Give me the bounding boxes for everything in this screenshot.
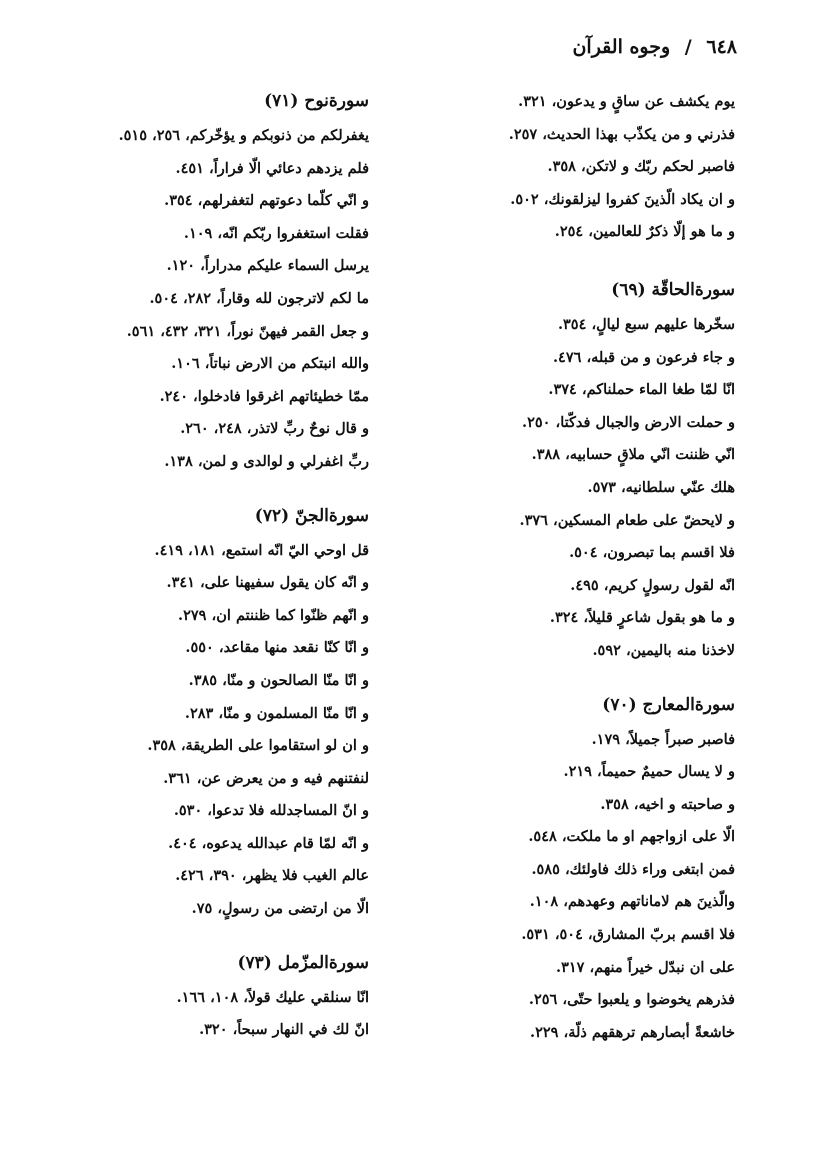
section-al-haqqa	[390, 275, 735, 668]
verse-line: عالم الغيب فلا يظهر، ٣٩٠، ٤٢٦.	[175, 867, 369, 885]
column-left	[24, 86, 369, 1069]
verse-line: والّذينَ هم لاماناتهم وعهدهم، ١٠٨.	[529, 893, 735, 911]
verse-line: و انّهم ظنّوا كما ظننتم ان، ٢٧٩.	[178, 606, 369, 624]
verse-line: فلا اقسم بما تبصرون، ٥٠٤.	[569, 544, 735, 562]
verse-line: و حملت الارض والجبال فدكّتا، ٢٥٠.	[522, 413, 735, 431]
verse-line: والله انبتكم من الارض نباتاً، ١٠٦.	[171, 355, 369, 373]
verse-line: و انّ المساجدلله فلا تدعوا، ٥٣٠.	[173, 802, 369, 820]
page-number: ٦٤٨	[706, 36, 737, 58]
section-title: سورةالمزّمل (٧٣)	[237, 952, 369, 973]
verse-line: لاخذنا منه باليمين، ٥٩٢.	[592, 641, 735, 659]
verse-line: فمن ابتغى وراء ذلك فاولئك، ٥٨٥.	[531, 860, 735, 878]
verse-line: انّ لك في النهار سبحاً، ٣٢٠.	[199, 1021, 369, 1039]
section-title: سورةالحاقّة (٦٩)	[611, 279, 735, 300]
section-title: سورةالمعارج (٧٠)	[602, 694, 735, 715]
verse-line: و جعل القمر فيهنّ نوراً، ٣٢١، ٤٣٢، ٥٦١.	[126, 322, 369, 340]
verse-line: خاشعةً أبصارهم ترهقهم ذلّة، ٢٢٩.	[530, 1023, 735, 1041]
verse-line: فاصبر صبراً جميلاً، ١٧٩.	[591, 730, 735, 748]
verse-line: فقلت استغفروا ربّكم انّه، ١٠٩.	[183, 224, 369, 242]
verse-line: سخّرها عليهم سبع ليالٍ، ٣٥٤.	[557, 315, 735, 333]
verse-line: ممّا خطيئاتهم اغرقوا فادخلوا، ٢٤٠.	[159, 387, 369, 405]
book-title: وجوه القرآن	[572, 36, 671, 58]
verse-line: انّا سنلقي عليك قولاً، ١٠٨، ١٦٦.	[176, 988, 369, 1006]
verse-line: يغفرلكم من ذنوبكم و يؤخّركم، ٢٥٦، ٥١٥.	[118, 127, 369, 144]
verse-line: و انّا منّا الصالحون و منّا، ٣٨٥.	[188, 671, 369, 689]
verse-line: قل اوحي اليّ انّه استمع، ١٨١، ٤١٩.	[154, 541, 369, 559]
section-untitled	[390, 86, 735, 249]
verse-line: انّه لقول رسولٍ كريم، ٤٩٥.	[570, 576, 735, 594]
verse-line: فذرني و من يكذّب بهذا الحديث، ٢٥٧.	[508, 125, 735, 143]
verse-line: و صاحبته و اخيه، ٣٥٨.	[600, 795, 735, 813]
column-right	[390, 86, 735, 1071]
section-title: سورةنوح (٧١)	[264, 91, 369, 111]
section-title: سورةالجنّ (٧٢)	[254, 505, 369, 526]
section-al-jinn	[24, 501, 369, 926]
section-nuh	[24, 86, 369, 479]
verse-line: فذرهم يخوضوا و يلعبوا حتّى، ٢٥٦.	[528, 991, 735, 1009]
section-al-maarij	[390, 690, 735, 1050]
verse-line: و انّه لمّا قام عبدالله يدعوه، ٤٠٤.	[168, 834, 369, 852]
verse-line: يوم يكشف عن ساقٍ و يدعون، ٣٢١.	[518, 93, 735, 110]
verse-line: الّا على ازواجهم او ما ملكت، ٥٤٨.	[528, 828, 735, 846]
verse-line: و انّا كنّا نقعد منها مقاعد، ٥٥٠.	[185, 639, 369, 657]
header-separator: /	[684, 36, 692, 58]
verse-line: فلم يزدهم دعائي الّا فراراً، ٤٥١.	[175, 159, 369, 177]
verse-line: انّا لمّا طغا الماء حملناكم، ٣٧٤.	[548, 381, 735, 399]
verse-line: يرسل السماء عليكم مدراراً، ١٢٠.	[166, 257, 369, 275]
verse-line: و ان يكاد الّذينَ كفروا ليزلقونك، ٥٠٢.	[510, 190, 735, 208]
verse-line: و انّي كلّما دعوتهم لتغفرلهم، ٣٥٤.	[164, 192, 369, 210]
verse-line: و انّه كان يقول سفيهنا على، ٣٤١.	[166, 574, 369, 592]
verse-line: و لا يسال حميمٌ حميماً، ٢١٩.	[563, 763, 735, 781]
page-header	[84, 36, 737, 58]
verse-line: و جاء فرعون و من قبله، ٤٧٦.	[552, 348, 735, 366]
verse-line: و ما هو إلّا ذكرٌ للعالمين، ٢٥٤.	[554, 223, 735, 241]
verse-line: و لايحضّ على طعام المسكين، ٣٧٦.	[519, 511, 735, 529]
verse-line: و قال نوحٌ ربِّ لاتذر، ٢٤٨، ٢٦٠.	[180, 420, 369, 438]
verse-line: ربِّ اغفرلي و لوالدى و لمن، ١٣٨.	[164, 452, 369, 470]
verse-line: الّا من ارتضى من رسولٍ، ٧٥.	[191, 900, 369, 918]
verse-line: هلك عنّي سلطانيه، ٥٧٣.	[587, 478, 735, 496]
verse-line: و انّا منّا المسلمون و منّا، ٢٨٣.	[184, 704, 369, 722]
verse-line: فاصبر لحكم ربّك و لاتكن، ٣٥٨.	[547, 158, 735, 176]
verse-line: ما لكم لاترجون لله وقاراً، ٢٨٢، ٥٠٤.	[149, 289, 369, 307]
section-al-muzzammil	[24, 948, 369, 1047]
verse-line: فلا اقسم بربّ المشارق، ٥٠٤، ٥٣١.	[521, 926, 735, 944]
verse-line: و ما هو بقول شاعرٍ قليلاً، ٣٢٤.	[549, 609, 735, 627]
verse-line: لنفتنهم فيه و من يعرض عن، ٣٦١.	[163, 769, 369, 787]
verse-line: على ان نبدّل خيراً منهم، ٣١٧.	[556, 958, 735, 976]
verse-line: و ان لو استقاموا على الطريقة، ٣٥٨.	[147, 737, 369, 755]
verse-line: انّي ظننت انّي ملاقٍ حسابيه، ٣٨٨.	[531, 446, 735, 464]
